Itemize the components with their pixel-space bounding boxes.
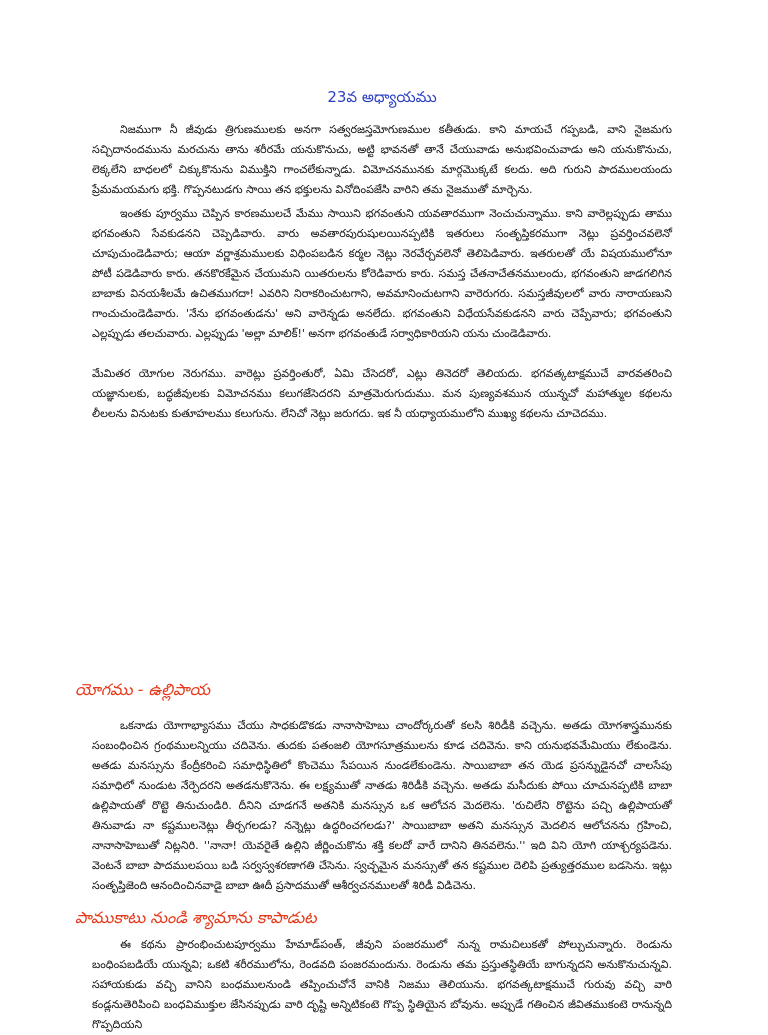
section-1-paragraph: ఒకనాడు యోగాభ్యాసము చేయు సాధకుడొకడు నానాసాహెబు చాందోర్కరుతో కలసి శిరిడీకి వచ్చెను. అతడు యోగశాస్త్రమునకు సంబంధించిన గ్రంథములన్నియు చదివెను. తుదకు పతంజలి యోగసూత్రములను కూడ చదివెను. కాని యనుభవమేమియు లేకుండెను. అతడు మనస్సును కేంద్రీకరించి సమాధిస్థితిలో కొంచెము సేపయిన నుండలేకుండెను. సాయిబాబా తన యెడ ప్రసన్నుడైనచో చాలసేపు సమాధిలో నుండుట నేర్పెదరని అతడనుకొనెను. ఈ లక్ష్యముతో నాతడు శిరిడీకి వచ్చెను. అతడు మసీదుకు పోయి చూచునప్పటికి బాబా ఉల్లిపాయతో రొట్టె తినుచుండిరి. దీనిని చూడగనే అతనికి మనస్సున ఒక ఆలోచన మెదలెను. 'రుచిలేని రొట్టెను పచ్చి ఉల్లిపాయతో తినువాడు నా కష్టములనెట్లు తీర్చగలడు? నన్నెట్లు ఉద్ధరించగలడు?' సాయిబాబా అతని మనస్సున మెదలిన ఆలోచనను గ్రహించి, నానాసాహెబుతో నిట్లనిరి. ''నానా! యెవరైతే ఉల్లిని జీర్ణించుకొను శక్తి కలదో వారే దానిని తినవలెను.'' ఇది విని యోగి యాశ్చర్యపడెను. వెంటనే బాబా పాదములపయి బడి సర్వస్వశరణాగతి చేసెను. స్వచ్ఛమైన మనస్సుతో తన కష్టముల దెలిపి ప్రత్యుత్తరముల బడసెను. ఇట్లు సంతృప్తిజెంది ఆనందించినవాడై బాబా ఊదీ ప్రసాదముతో ఆశీర్వచనములతో శిరిడీ విడిచెను. [92, 719, 672, 892]
intro-paragraph-3: మేమితర యోగుల నెరుగము. వారెట్లు ప్రవర్తింతురో, ఏమి చేసెదరో, ఎట్లు తినెదరో తెలియదు. భగవత్కటాక్షముచే వారవతరించి యజ్ఞానులకు, బద్ధజీవులకు విమోచనము కలుగజేసెదరని మాత్రమెరుగుదుము. మన పుణ్యవశమున యున్నచో మహాత్ముల కథలను లీలలను వినుటకు కుతూహలము కలుగును. లేనిచో నెట్లు జరుగదు. ఇక నీ యధ్యాయములోని ముఖ్య కథలను చూచెదము. [92, 367, 672, 420]
section-2-paragraph: ఈ కథను ప్రారంభించుటపూర్వము హేమాడ్‌పంత్, జీవుని పంజరములో నున్న రామచిలుకతో పోల్చుచున్నారు. రెండును బంధింపబడియే యున్నవి; ఒకటి శరీరములోను, రెండవది పంజరమందును. రెండును తమ ప్రస్తుతస్థితియే బాగున్నదని అనుకొనుచున్నవి. సహాయకుడు వచ్చి వానిని బంధములనుండి తప్పించుచోనే వానికి నిజము తెలియును. భగవత్కటాక్షముచే గురువు వచ్చి వారి కండ్లనుతెరిపించి బంధవిముక్తుల జేసినప్పుడు వారి దృష్టి అన్నిటికంటె గొప్ప స్థితియైన బోవును. అప్పుడే గతించిన జీవితముకంటె రానున్నది గొప్పదియని [92, 938, 672, 1031]
section-heading-snakebite: పాముకాటు నుండి శ్యామాను కాపాడుట [75, 908, 317, 927]
intro-paragraph-2: ఇంతకు పూర్వము చెప్పిన కారణములచే మేము సాయిని భగవంతుని యవతారముగా నెంచుచున్నాము. కాని వారెల్లప్పుడు తాము భగవంతుని సేవకుడనని చెప్పెడివారు. వారు అవతారపురుషులయినప్పటికి ఇతరులు సంతృప్తికరముగా నెట్లు ప్రవర్తించవలెనో చూపుచుండెడివారు; ఆయా వర్ణాశ్రమములకు విధింపబడిన కర్మల నెట్లు నెరవేర్చవలెనో తెలిపెడివారు. ఇతరులతో యే విషయములోనూ పోటీ పడెడివారు కారు. తనకొరకేమైన చేయుమని యితరులను కోరెడివారు కారు. సమస్త చేతనాచేతనములందు, భగవంతుని జాడగలిగిన బాబాకు వినయశీలమే ఉచితముగదా! ఎవరిని నిరాకరించుటగాని, అవమానించుటగాని వారెరుగరు. సమస్తజీవులలో వారు నారాయణుని గాంచుచుండెడివారు. 'నేను భగవంతుడను' అని వారెన్నడు అనలేదు. భగవంతుని విధేయసేవకుడనని వారు చెప్పేవారు; భగవంతుని ఎల్లప్పుడు తలచువారు. ఎల్లప్పుడు 'అల్లా మాలిక్!' అనగా భగవంతుడే సర్వాధికారియని యను చుండెడివారు. [92, 207, 672, 340]
page-content [75, 86, 672, 1035]
intro-paragraph-1: నిజముగా నీ జీవుడు త్రిగుణములకు అనగా సత్వరజస్తమోగుణముల కతీతుడు. కాని మాయచే గప్పబడి, వాని నైజమగు సచ్చిదానందమును మరచును తాను శరీరమే యనుకొనుచు, అట్టి భావనతో తానే చేయువాడు అనుభవించువాడు అని యనుకొనుచు, లెక్కలేని బాధలలో చిక్కుకొనును విముక్తిని గాంచలేకున్నాడు. విమోచనమునకు మార్గమొక్కటే కలదు. అది గురుని పాదములయందు ప్రేమమయమగు భక్తి. గొప్పనటుడగు సాయి తన భక్తులను వినోదింపజేసి వారిని తమ నైజముతో మార్చెను. [92, 123, 672, 196]
chapter-title: 23వ అధ్యాయము [327, 88, 437, 106]
section-heading-yoga-onion: యోగము - ఉల్లిపాయ [75, 680, 211, 699]
